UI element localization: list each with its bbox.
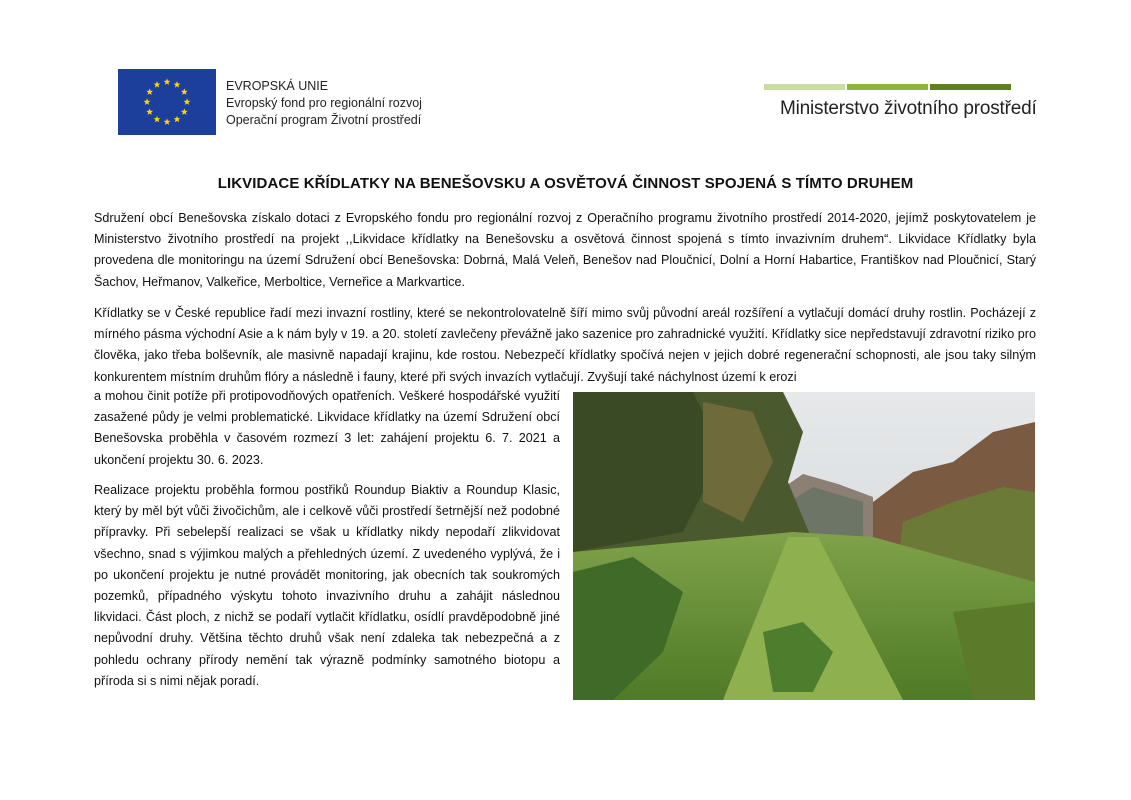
paragraph-invasive-plants: Křídlatky se v České republice řadí mezi invazní rostliny, které se nekontrolovatelně šíří mimo svůj původní areál rozšíření a vytlačují domácí druhy rostlin. Pocházejí z mírného pásma východní Asie a k nám byly v 19. a 20. století zavlečeny převážně jako sazenice pro zahradnické využití. Křídlatky sice nepředstavují zdravotní riziko pro člověka, jako třeba bolševník, ale masivně napadají krajinu, kde rostou. Nebezpečí křídlatky spočívá nejen v jejich dobré regenerační schopnosti, ale jsou taky silným konkurentem místním druhům flóry a následně i fauny, které při svých invazích vytlačují. Zvyšují také náchylnost území k erozi xyxy=(94,306,1036,384)
eu-line: Evropský fond pro regionální rozvoj xyxy=(226,96,422,110)
paragraph-realization: Realizace projektu proběhla formou postřiků Roundup Biaktiv a Roundup Klasic, který by měl být vůči živočichům, ale i celkově vůči prostředí šetrnější než podobné přípravky. Při sebelepší realizaci se však u křídlatky nikdy nepodaří zlikvidovat všechno, snad s výjimkou malých a přehledných území. Z uvedeného vyplývá, že i po ukončení projektu je nutné provádět monitoring, jak obecních tak soukromých pozemků, případného výskytu tohoto invazivního druhu a zahájit následnou likvidaci. Část ploch, z nichž se podaří vytlačit křídlatku, osídlí pravděpodobně jiné nepůvodní druhy. Většina těchto druhů však není zdaleka tak nebezpečná a z pohledu ochrany přírody nemění tak výrazně podmínky samotného biotopu a příroda si s nimi nějak poradí. xyxy=(94,483,560,688)
ministry-color-bars xyxy=(764,84,1011,90)
eu-star-icon xyxy=(174,81,181,88)
eu-star-icon xyxy=(154,81,161,88)
landscape-photo xyxy=(573,392,1035,700)
eu-star-icon xyxy=(184,98,191,105)
eu-star-icon xyxy=(181,108,188,115)
page-title: LIKVIDACE KŘÍDLATKY NA BENEŠOVSKU A OSVĚTOVÁ ČINNOST SPOJENÁ S TÍMTO DRUHEM xyxy=(217,175,914,192)
eu-star-icon xyxy=(146,88,153,95)
eu-star-icon xyxy=(164,118,171,125)
eu-line: EVROPSKÁ UNIE xyxy=(226,79,329,93)
eu-star-icon xyxy=(154,116,161,123)
eu-star-icon xyxy=(181,88,188,95)
eu-star-icon xyxy=(144,98,151,105)
paragraph-project-period: a mohou činit potíže při protipovodňových opatřeních. Veškeré hospodářské využití zasažené půdy je velmi problematické. Likvidace křídlatky na území Sdružení obcí Benešovska proběhla v časovém rozmezí 3 let: zahájení projektu 6. 7. 2021 a ukončení projektu 30. 6. 2023. xyxy=(94,389,560,467)
ministry-logo-text: Ministerstvo životního prostředí xyxy=(780,98,1037,119)
ministry-bar-mid xyxy=(847,84,928,90)
eu-star-icon xyxy=(164,78,171,85)
eu-star-icon xyxy=(174,116,181,123)
eu-stars-icon xyxy=(118,69,216,135)
eu-line: Operační program Životní prostředí xyxy=(226,113,422,127)
eu-flag-logo xyxy=(118,69,216,135)
eu-star-icon xyxy=(146,108,153,115)
ministry-bar-dark xyxy=(930,84,1011,90)
eu-program-text xyxy=(226,78,422,129)
paragraph-intro: Sdružení obcí Benešovska získalo dotaci z Evropského fondu pro regionální rozvoj z Operačního programu životního prostředí 2014-2020, jejímž poskytovatelem je Ministerstvo životního prostředí na projekt ,,Likvidace křídlatky na Benešovsku a osvětová činnost spojená s tímto invazivním druhem“. Likvidace Křídlatky byla provedena dle monitoringu na území Sdružení obcí Benešovska: Dobrná, Malá Veleň, Benešov nad Ploučnicí, Dolní a Horní Habartice, Františkov nad Ploučnicí, Starý Šachov, Heřmanov, Valkeřice, Merboltice, Verneřice a Markvartice. xyxy=(94,211,1036,289)
ministry-bar-light xyxy=(764,84,845,90)
